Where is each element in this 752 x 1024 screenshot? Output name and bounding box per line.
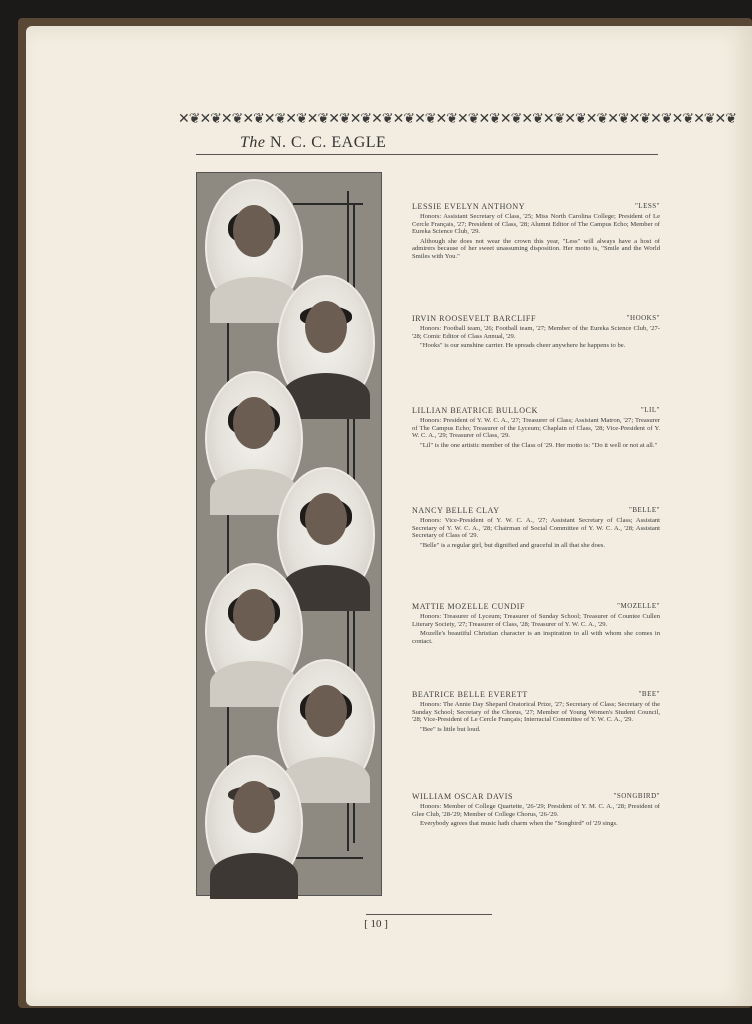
- title-text: N. C. C. EAGLE: [270, 134, 387, 151]
- student-nickname: "HOOKS": [626, 314, 660, 322]
- student-nickname: "LIL": [640, 406, 660, 414]
- portrait-anthony: [205, 179, 303, 315]
- entry-bullock: [412, 406, 660, 449]
- student-honors: Honors: The Annie Day Shepard Oratorical Prize, '27; Secretary of Class; Secretary of the Sunday School; Secretary of the Chorus, '27; Member of Young Women's Student Council, '28; Vice-President of Le Cercle Français; Interracial Committee of Y. W. C. A., '29.: [412, 701, 660, 724]
- student-honors: Honors: Football team, '26; Football team, '27; Member of the Eureka Science Club, '27-'28; Comic Editor of Class Annual, '29.: [412, 325, 660, 340]
- entry-everett: [412, 690, 660, 733]
- student-name: NANCY BELLE CLAY: [412, 506, 500, 515]
- portrait-barcliff: [277, 275, 375, 411]
- header-ornament: ✕❦✕❦✕❦✕❦✕❦✕❦✕❦✕❦✕❦✕❦✕❦✕❦✕❦✕❦✕❦✕❦✕❦✕❦✕❦✕❦✕❦✕❦✕❦✕❦✕❦✕❦: [178, 111, 736, 127]
- student-name: LILLIAN BEATRICE BULLOCK: [412, 406, 538, 415]
- portrait-clay: [277, 467, 375, 603]
- portrait-cundif: [205, 563, 303, 699]
- entry-anthony: [412, 202, 660, 261]
- student-name: BEATRICE BELLE EVERETT: [412, 690, 528, 699]
- student-nickname: "LESS": [634, 202, 660, 210]
- portrait-everett: [277, 659, 375, 795]
- page-title: [240, 134, 386, 152]
- header-rule: [196, 154, 658, 155]
- student-nickname: "MOZELLE": [617, 602, 660, 610]
- entry-davis: [412, 792, 660, 828]
- student-honors: Honors: Treasurer of Lyceum; Treasurer of Sunday School; Treasurer of Countee Cullen Literary Society, '27; Treasurer of Class, '28; Treasurer of Y. W. C. A., '29.: [412, 613, 660, 628]
- student-honors: Honors: President of Y. W. C. A., '27; Treasurer of Class; Assistant Matron, '27; Treasurer of The Campus Echo; Treasurer of the Lyceum; Chaplain of Class, '28; Vice-President of Y. W. C. A., '29; Treasurer of Class, '29.: [412, 417, 660, 440]
- student-name: LESSIE EVELYN ANTHONY: [412, 202, 526, 211]
- portrait-bullock: [205, 371, 303, 507]
- portrait-davis: [205, 755, 303, 891]
- page-number: [ 10 ]: [364, 918, 388, 930]
- title-prefix: The: [240, 134, 266, 151]
- student-name: MATTIE MOZELLE CUNDIF: [412, 602, 526, 611]
- student-name: WILLIAM OSCAR DAVIS: [412, 792, 514, 801]
- student-honors: Honors: Member of College Quartette, '26-'29; President of Y. M. C. A., '28; President of Glee Club, '28-'29; Member of College Chorus, '26-'29.: [412, 803, 660, 818]
- student-name: IRVIN ROOSEVELT BARCLIFF: [412, 314, 536, 323]
- student-nickname: "BELLE": [629, 506, 660, 514]
- student-note: "Belle" is a regular girl, but dignified and graceful in all that she does.: [420, 541, 606, 549]
- student-note: "Hooks" is our sunshine carrier. He spreads cheer anywhere he happens to be.: [420, 342, 626, 350]
- student-note: Mozelle's beautiful Christian character is an inspiration to all with whom she comes in contact.: [412, 630, 660, 645]
- student-note: Everybody agrees that music hath charm when the "Songbird" of '29 sings.: [420, 820, 618, 828]
- frame-line: [293, 857, 363, 859]
- footer-rule: [366, 914, 492, 915]
- student-note: "Bee" is little but loud.: [420, 725, 481, 733]
- entry-cundif: [412, 602, 660, 645]
- student-honors: Honors: Vice-President of Y. W. C. A., '27; Assistant Secretary of Class; Assistant Secretary of Y. W. C. A., '28; Chairman of Social Committee of Y. W. C. A., '28; Assistant Secretary of Class of '29.: [412, 517, 660, 540]
- student-honors: Honors: Assistant Secretary of Class, '25; Miss North Carolina College; President of Le Cercle Français, '27; President of Class, '28; Alumni Editor of The Campus Echo; Member of Eureka Science Club, '29.: [412, 213, 660, 236]
- frame-line: [293, 203, 363, 205]
- portrait-panel: [196, 172, 382, 896]
- student-note: Although she does not wear the crown this year, "Less" will always have a host of admirers because of her sweet unassuming disposition. Her motto is, "Smile and the World Smiles with You.": [412, 237, 660, 260]
- student-note: "Lil" is the one artistic member of the Class of '29. Her motto is: "Do it well or not at all.": [420, 441, 658, 449]
- entry-barcliff: [412, 314, 660, 350]
- entry-clay: [412, 506, 660, 549]
- student-nickname: "BEE": [638, 690, 660, 698]
- student-nickname: "SONGBIRD": [613, 792, 660, 800]
